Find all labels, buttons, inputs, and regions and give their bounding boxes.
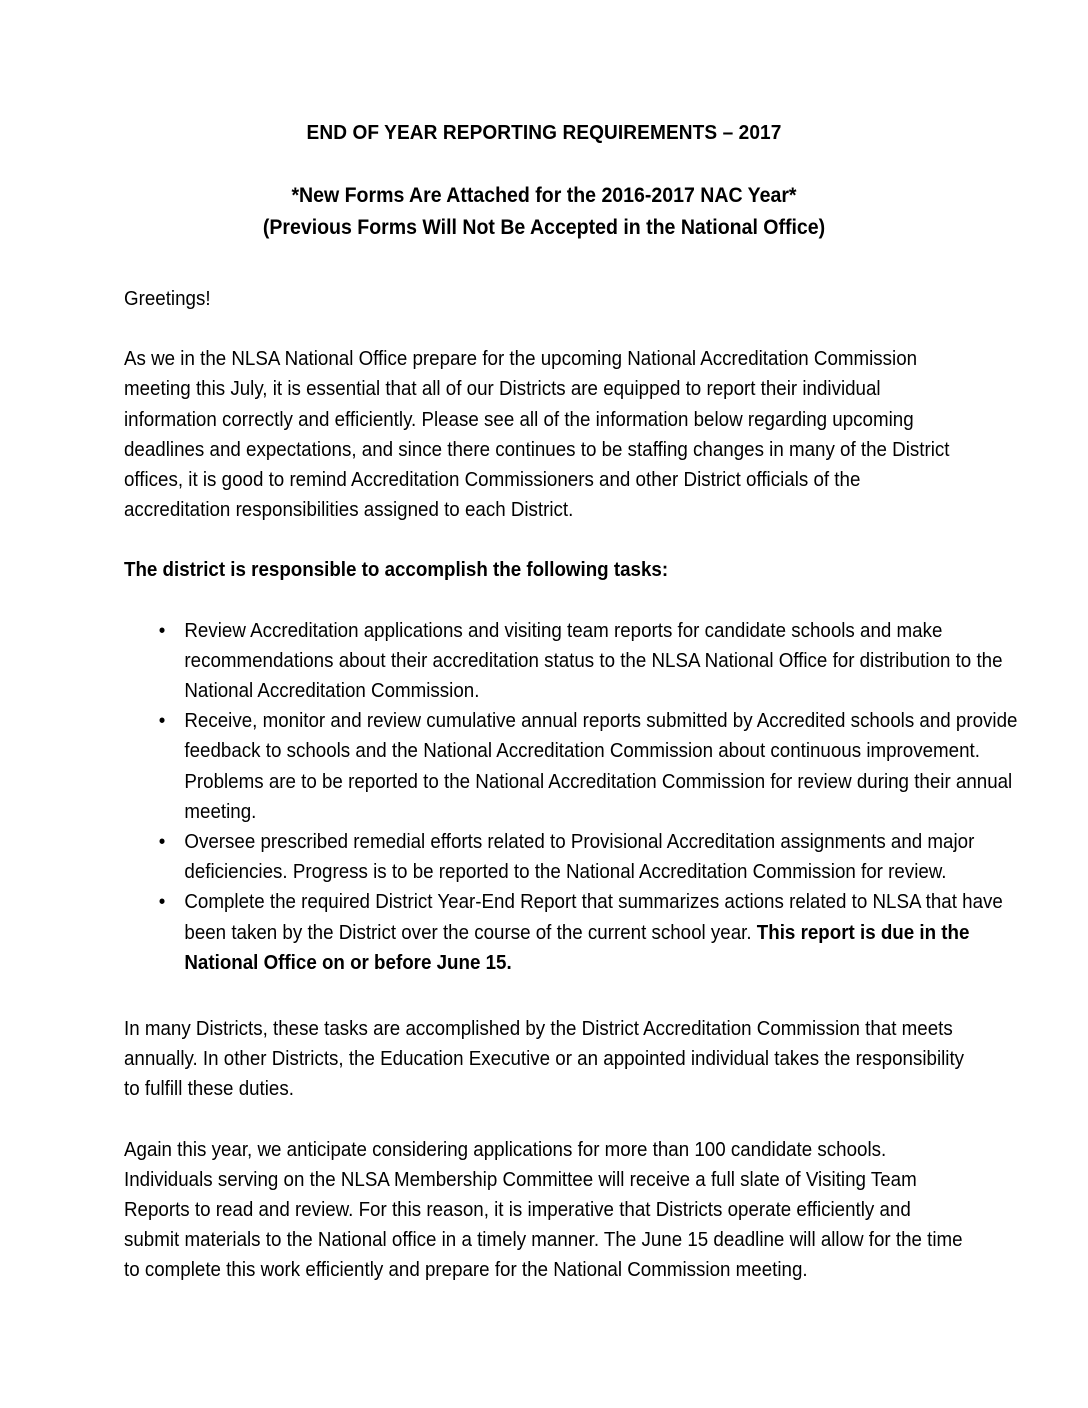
greeting-text: Greetings! (124, 287, 211, 310)
list-item-text: Complete the required District Year-End Report that summarizes actions related to NLSA that have been taken by the District over the course of the current school year. (184, 890, 1003, 944)
list-item (124, 827, 1024, 887)
page-title: END OF YEAR REPORTING REQUIREMENTS – 2017 (306, 121, 782, 144)
subtitle-line-2: (Previous Forms Will Not Be Accepted in the National Office) (262, 216, 826, 239)
closing-paragraph-1: In many Districts, these tasks are accomplished by the District Accreditation Commission that meets annually. In other Districts, the Education Executive or an appointed individual takes the responsibility to fulfill these duties. (124, 1017, 965, 1101)
bullet-icon: • (158, 890, 166, 914)
list-item-emphasis: This report is due in the National Office on or before June 15. (184, 920, 970, 974)
list-item-text: Receive, monitor and review cumulative annual reports submitted by Accredited schools and provide feedback to schools and the National Accreditation Commission about continuous improvement. Problems are to be reported to the National Accreditation Commission for review during their annual meeting. (184, 709, 1018, 823)
list-item (124, 616, 1024, 707)
bullet-icon: • (158, 709, 166, 733)
bullet-icon: • (158, 618, 166, 642)
bullet-icon: • (158, 830, 166, 854)
document-body (124, 118, 1018, 1286)
task-list (124, 616, 1018, 978)
subtitle-block (153, 180, 934, 244)
closing-paragraph-2: Again this year, we anticipate considering applications for more than 100 candidate schools. Individuals serving on the NLSA Membership Committee will receive a full slate of Visiting Team Reports to read and review. For this reason, it is imperative that Districts operate efficiently and submit materials to the National office in a timely manner. The June 15 deadline will allow for the time to complete this work efficiently and prepare for the National Commission meeting. (124, 1137, 963, 1282)
intro-paragraph: As we in the NLSA National Office prepare for the upcoming National Accreditation Commission meeting this July, it is essential that all of our Districts are equipped to report their individual information correctly and efficiently. Please see all of the information below regarding upcoming deadlines and expectations, and since there continues to be staffing changes in many of the District offices, it is good to remind Accreditation Commissioners and other District officials of the accreditation responsibilities assigned to each District. (124, 347, 950, 522)
subtitle-line-1: *New Forms Are Attached for the 2016-2017 NAC Year* (291, 184, 797, 207)
list-item-text: Oversee prescribed remedial efforts related to Provisional Accreditation assignments and major deficiencies. Progress is to be reported to the National Accreditation Commission for review. (184, 830, 975, 884)
list-item-text: Review Accreditation applications and visiting team reports for candidate schools and make recommendations about their accreditation status to the NLSA National Office for distribution to the National Accreditation Commission. (184, 618, 1003, 703)
list-item (124, 887, 1024, 978)
tasks-lead-in: The district is responsible to accomplish the following tasks: (124, 558, 669, 582)
list-item (124, 706, 1024, 827)
